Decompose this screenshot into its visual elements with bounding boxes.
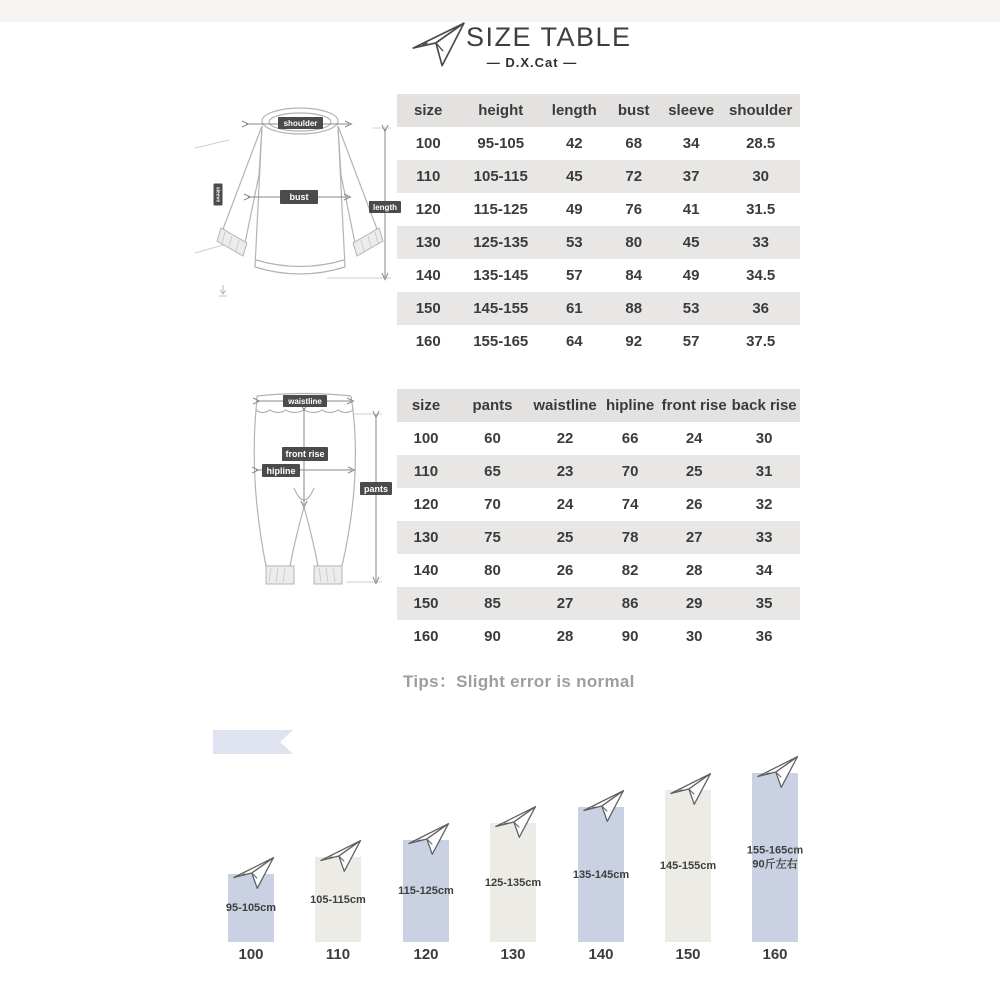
table-cell: 75 <box>484 529 501 546</box>
table-cell: 24 <box>556 496 574 513</box>
bar-size-label: 160 <box>762 946 788 963</box>
bar-size-label: 140 <box>588 946 614 963</box>
column-header: size <box>397 389 455 422</box>
table-cell: 130 <box>413 529 439 546</box>
table-cell: 66 <box>621 430 639 447</box>
pants-line-art <box>230 380 410 610</box>
table-cell: 34 <box>682 135 700 152</box>
table-cell: 65 <box>484 463 501 480</box>
table-cell: 31 <box>755 463 773 480</box>
paper-plane-icon <box>669 771 713 807</box>
table-cell: 120 <box>413 496 439 513</box>
table-row <box>397 587 800 620</box>
table-cell: 26 <box>556 562 574 579</box>
table-cell: 30 <box>685 628 703 645</box>
table-row <box>397 455 800 488</box>
table-cell: 25 <box>685 463 703 480</box>
bar-height-range-label: 115-125cm <box>398 884 454 897</box>
table-cell: 28 <box>556 628 574 645</box>
table-cell: 24 <box>685 430 703 447</box>
pants-size-table <box>397 389 800 653</box>
table-header-row <box>397 94 800 127</box>
table-cell: 25 <box>556 529 574 546</box>
bar-size-label: 110 <box>325 946 351 963</box>
table-cell: 33 <box>752 234 770 251</box>
column-header: length <box>542 94 606 127</box>
size-bar <box>484 823 542 942</box>
shirt-size-table <box>397 94 800 358</box>
table-cell: 100 <box>413 430 439 447</box>
size-bar <box>572 807 630 942</box>
pants-measure-label: pants <box>360 482 392 495</box>
table-cell: 110 <box>416 168 441 185</box>
table-cell: 90 <box>484 628 501 645</box>
table-cell: 49 <box>682 267 700 284</box>
column-header: pants <box>455 389 530 422</box>
table-cell: 95-105 <box>477 135 525 152</box>
table-cell: 64 <box>565 333 583 350</box>
column-header: height <box>459 94 542 127</box>
table-cell: 33 <box>755 529 773 546</box>
size-bar <box>746 773 804 942</box>
table-cell: 68 <box>625 135 643 152</box>
size-bar <box>225 874 277 942</box>
table-cell: 27 <box>685 529 703 546</box>
table-cell: 145-155 <box>473 300 529 317</box>
table-cell: 27 <box>556 595 574 612</box>
pants-diagram <box>230 380 410 610</box>
column-header: waistline <box>530 389 600 422</box>
table-cell: 41 <box>682 201 700 218</box>
column-header: hipline <box>600 389 660 422</box>
table-row <box>397 292 800 325</box>
table-cell: 90 <box>621 628 639 645</box>
table-cell: 57 <box>682 333 700 350</box>
table-cell: 37 <box>682 168 700 185</box>
table-cell: 70 <box>484 496 501 513</box>
column-header: bust <box>607 94 661 127</box>
bar-weight-sublabel: 90斤左右 <box>752 858 798 871</box>
size-bar <box>398 840 454 942</box>
table-cell: 85 <box>484 595 501 612</box>
table-cell: 61 <box>565 300 583 317</box>
paper-plane-icon <box>232 855 276 891</box>
table-cell: 92 <box>625 333 643 350</box>
bar-size-label: 130 <box>500 946 526 963</box>
top-band <box>0 0 1000 22</box>
size-bar <box>659 790 717 942</box>
table-cell: 36 <box>752 300 770 317</box>
column-header: back rise <box>728 389 800 422</box>
shirt-diagram <box>195 95 405 315</box>
table-cell: 70 <box>621 463 639 480</box>
table-cell: 30 <box>752 168 770 185</box>
table-row <box>397 554 800 587</box>
table-row <box>397 160 800 193</box>
table-cell: 29 <box>685 595 703 612</box>
bar-height-range-label: 125-135cm <box>484 876 542 889</box>
table-cell: 105-115 <box>473 168 528 185</box>
table-cell: 140 <box>415 267 441 284</box>
table-cell: 26 <box>685 496 703 513</box>
paper-plane-icon <box>582 788 626 824</box>
table-cell: 53 <box>682 300 700 317</box>
table-row <box>397 127 800 160</box>
table-row <box>397 325 800 358</box>
table-cell: 110 <box>413 463 439 480</box>
column-header: sleeve <box>661 94 721 127</box>
table-cell: 135-145 <box>473 267 529 284</box>
table-header-row <box>397 389 800 422</box>
paper-plane-icon <box>319 838 363 874</box>
bar-size-label: 120 <box>413 946 439 963</box>
table-cell: 49 <box>565 201 583 218</box>
table-cell: 37.5 <box>746 333 776 350</box>
table-cell: 84 <box>625 267 643 284</box>
table-cell: 72 <box>625 168 643 185</box>
shoulder-measure-label: shoulder <box>278 117 323 129</box>
bar-height-range-label: 105-115cm <box>310 893 366 906</box>
table-cell: 155-165 <box>473 333 529 350</box>
waistline-measure-label: waistline <box>283 395 327 407</box>
table-cell: 53 <box>565 234 583 251</box>
bar-height-range-label: 135-145cm <box>572 868 630 881</box>
table-cell: 34.5 <box>746 267 776 284</box>
table-cell: 28.5 <box>746 135 776 152</box>
table-cell: 130 <box>415 234 441 251</box>
table-cell: 160 <box>415 333 441 350</box>
table-row <box>397 521 800 554</box>
table-cell: 82 <box>621 562 639 579</box>
table-cell: 42 <box>565 135 583 152</box>
table-cell: 80 <box>625 234 643 251</box>
table-cell: 35 <box>755 595 773 612</box>
bar-size-label: 150 <box>675 946 701 963</box>
sleeve-measure-label: sleeve <box>214 184 223 206</box>
table-cell: 74 <box>621 496 639 513</box>
bar-height-range-label: 145-155cm <box>659 859 717 872</box>
table-cell: 76 <box>625 201 643 218</box>
table-cell: 45 <box>565 168 583 185</box>
table-cell: 45 <box>682 234 700 251</box>
table-cell: 140 <box>413 562 439 579</box>
table-cell: 150 <box>413 595 439 612</box>
brand-subtitle: — D.X.Cat — <box>486 55 578 70</box>
table-cell: 160 <box>413 628 439 645</box>
column-header: shoulder <box>721 94 800 127</box>
table-row <box>397 226 800 259</box>
ribbon-banner <box>213 730 293 754</box>
column-header: front rise <box>660 389 728 422</box>
table-cell: 30 <box>755 430 773 447</box>
table-cell: 28 <box>685 562 703 579</box>
table-row <box>397 259 800 292</box>
table-cell: 31.5 <box>746 201 776 218</box>
table-cell: 115-125 <box>473 201 528 218</box>
hipline-measure-label: hipline <box>262 464 300 477</box>
table-row <box>397 488 800 521</box>
page-title: SIZE TABLE <box>466 22 632 52</box>
table-cell: 32 <box>755 496 773 513</box>
table-cell: 78 <box>621 529 639 546</box>
bar-height-range-label: 95-105cm <box>225 901 277 914</box>
table-cell: 120 <box>415 201 441 218</box>
front-rise-measure-label: front rise <box>282 447 328 461</box>
bar-height-range-label: 155-165cm 90斤左右 <box>746 844 804 871</box>
table-cell: 80 <box>484 562 501 579</box>
tips-note: Tips：Slight error is normal <box>403 672 635 691</box>
table-cell: 150 <box>415 300 441 317</box>
table-cell: 23 <box>556 463 574 480</box>
paper-plane-icon <box>494 804 538 840</box>
paper-plane-icon <box>756 754 800 790</box>
table-cell: 36 <box>755 628 773 645</box>
paper-plane-icon <box>407 821 451 857</box>
table-row <box>397 620 800 653</box>
table-cell: 22 <box>556 430 574 447</box>
table-cell: 86 <box>621 595 639 612</box>
down-arrow-mark <box>217 284 229 300</box>
table-row <box>397 193 800 226</box>
table-row <box>397 422 800 455</box>
size-bar <box>310 857 366 942</box>
table-cell: 57 <box>565 267 583 284</box>
bust-measure-label: bust <box>280 190 318 204</box>
bar-size-label: 100 <box>238 946 264 963</box>
length-measure-label: length <box>369 201 401 213</box>
column-header: size <box>397 94 459 127</box>
table-cell: 100 <box>415 135 441 152</box>
table-cell: 60 <box>484 430 501 447</box>
table-cell: 125-135 <box>473 234 529 251</box>
table-cell: 88 <box>625 300 643 317</box>
table-cell: 34 <box>755 562 773 579</box>
